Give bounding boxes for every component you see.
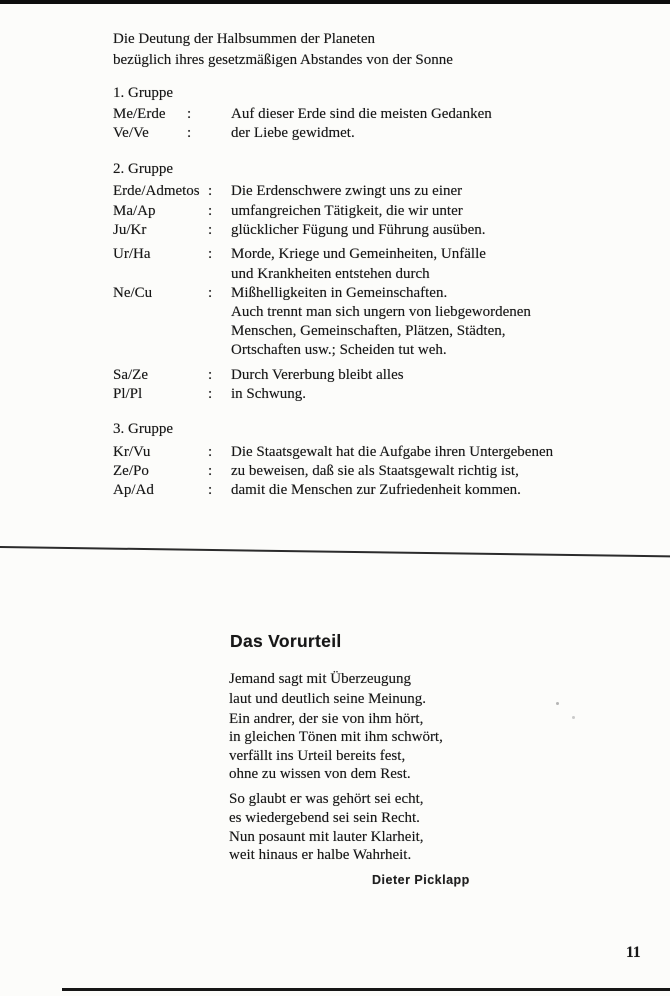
row-text: Die Staatsgewalt hat die Aufgabe ihren Untergebenen	[231, 444, 554, 460]
poem-line: in gleichen Tönen mit ihm schwört,	[229, 729, 443, 745]
planet-pair-label: Ve/Ve	[113, 125, 149, 141]
row-text: glücklicher Fügung und Führung ausüben.	[231, 222, 486, 238]
colon-separator: :	[187, 106, 192, 122]
row-text: Ortschaften usw.; Scheiden tut weh.	[231, 342, 447, 358]
colon-separator: :	[208, 203, 213, 219]
colon-separator: :	[208, 463, 213, 479]
table-row	[113, 284, 670, 303]
row-text: Mißhelligkeiten in Gemeinschaften.	[231, 285, 448, 301]
table-row	[113, 385, 670, 404]
table-row	[113, 124, 670, 143]
row-text: Auf dieser Erde sind die meisten Gedanken	[231, 106, 492, 122]
row-text: umfangreichen Tätigkeit, die wir unter	[231, 203, 463, 219]
poem-line: laut und deutlich seine Meinung.	[229, 691, 427, 707]
document-title-line-2: bezüglich ihres gesetzmäßigen Abstandes von der Sonne	[113, 52, 453, 68]
document-title-line-1: Die Deutung der Halbsummen der Planeten	[113, 31, 376, 47]
group-2-heading: 2. Gruppe	[113, 161, 173, 177]
poem-line: weit hinaus er halbe Wahrheit.	[229, 847, 412, 863]
section-divider-rule	[0, 546, 670, 557]
top-scan-edge-rule	[0, 0, 670, 4]
poem-line: Jemand sagt mit Überzeugung	[229, 671, 412, 687]
table-row	[113, 341, 670, 360]
planet-pair-label: Ma/Ap	[113, 203, 156, 219]
group-1-heading: 1. Gruppe	[113, 85, 173, 101]
row-text: Durch Vererbung bleibt alles	[231, 367, 404, 383]
table-row	[113, 443, 670, 462]
colon-separator: :	[208, 246, 213, 262]
planet-pair-label: Me/Erde	[113, 106, 166, 122]
poem-author: Dieter Picklapp	[372, 873, 470, 887]
scan-speck	[556, 702, 559, 705]
planet-pair-label: Kr/Vu	[113, 444, 151, 460]
planet-pair-label: Ju/Kr	[113, 222, 147, 238]
colon-separator: :	[208, 367, 213, 383]
table-row	[113, 481, 670, 500]
poem-line: Ein andrer, der sie von ihm hört,	[229, 711, 424, 727]
row-text: der Liebe gewidmet.	[231, 125, 355, 141]
table-row	[113, 265, 670, 284]
colon-separator: :	[187, 125, 192, 141]
planet-pair-label: Ze/Po	[113, 463, 149, 479]
colon-separator: :	[208, 444, 213, 460]
group-3-heading: 3. Gruppe	[113, 421, 173, 437]
row-text: in Schwung.	[231, 386, 306, 402]
colon-separator: :	[208, 386, 213, 402]
table-row	[113, 202, 670, 221]
colon-separator: :	[208, 482, 213, 498]
scan-speck	[572, 716, 575, 719]
planet-pair-label: Erde/Admetos	[113, 183, 200, 199]
row-text: und Krankheiten entstehen durch	[231, 266, 430, 282]
poem-line: Nun posaunt mit lauter Klarheit,	[229, 829, 424, 845]
poem-title: Das Vorurteil	[230, 631, 342, 651]
table-row	[113, 303, 670, 322]
row-text: damit die Menschen zur Zufriedenheit kommen.	[231, 482, 521, 498]
table-row	[113, 221, 670, 240]
planet-pair-label: Pl/Pl	[113, 386, 143, 402]
planet-pair-label: Ne/Cu	[113, 285, 153, 301]
table-row	[113, 182, 670, 201]
planet-pair-label: Ap/Ad	[113, 482, 154, 498]
table-row	[113, 105, 670, 124]
table-row	[113, 245, 670, 264]
table-row	[113, 366, 670, 385]
table-row	[113, 322, 670, 341]
colon-separator: :	[208, 285, 213, 301]
colon-separator: :	[208, 222, 213, 238]
row-text: Auch trennt man sich ungern von liebgewordenen	[231, 304, 531, 320]
poem-line: verfällt ins Urteil bereits fest,	[229, 748, 406, 764]
poem-line: ohne zu wissen von dem Rest.	[229, 766, 411, 782]
row-text: Menschen, Gemeinschaften, Plätzen, Städten,	[231, 323, 506, 339]
bottom-scan-edge-rule	[62, 988, 670, 991]
row-text: Die Erdenschwere zwingt uns zu einer	[231, 183, 463, 199]
table-row	[113, 462, 670, 481]
colon-separator: :	[208, 183, 213, 199]
row-text: Morde, Kriege und Gemeinheiten, Unfälle	[231, 246, 486, 262]
row-text: zu beweisen, daß sie als Staatsgewalt richtig ist,	[231, 463, 519, 479]
poem-line: So glaubt er was gehört sei echt,	[229, 791, 424, 807]
poem-line: es wiedergebend sei sein Recht.	[229, 810, 420, 826]
page-number: 11	[626, 944, 641, 961]
planet-pair-label: Ur/Ha	[113, 246, 151, 262]
planet-pair-label: Sa/Ze	[113, 367, 148, 383]
